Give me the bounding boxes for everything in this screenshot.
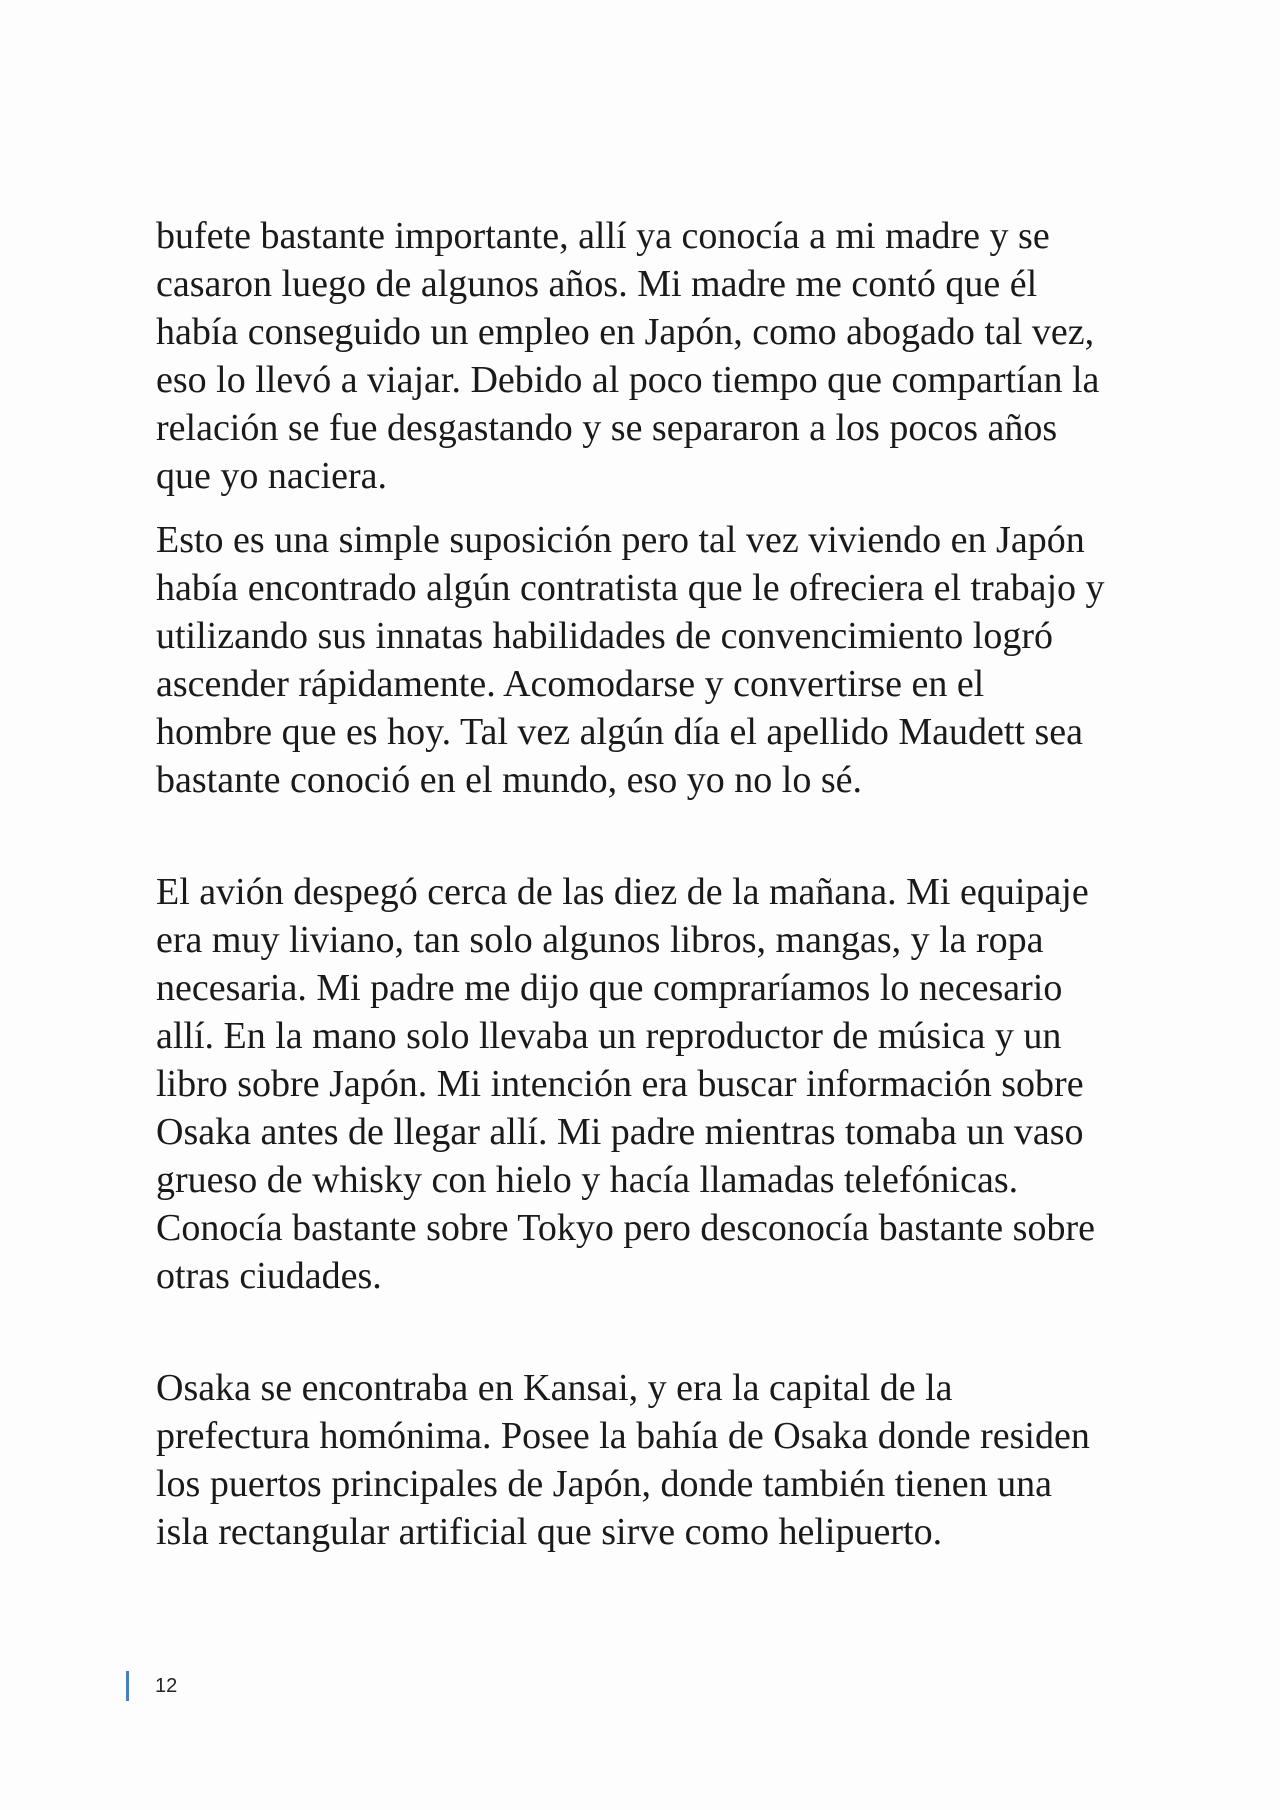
- text-line: bufete bastante importante, allí ya conocía a mi madre y se: [156, 215, 1050, 257]
- footer-rule: [126, 1671, 129, 1701]
- body-text: [156, 212, 1156, 1556]
- text-line: había encontrado algún contratista que le ofreciera el trabajo y: [156, 567, 1105, 609]
- text-line: otras ciudades.: [156, 1255, 382, 1297]
- text-line: había conseguido un empleo en Japón, como abogado tal vez,: [156, 311, 1095, 353]
- paragraph: [156, 212, 1156, 500]
- text-line: libro sobre Japón. Mi intención era buscar información sobre: [156, 1063, 1084, 1105]
- text-line: eso lo llevó a viajar. Debido al poco tiempo que compartían la: [156, 359, 1100, 401]
- text-line: ascender rápidamente. Acomodarse y convertirse en el: [156, 663, 985, 705]
- text-line: Conocía bastante sobre Tokyo pero desconocía bastante sobre: [156, 1207, 1095, 1249]
- text-line: Osaka se encontraba en Kansai, y era la capital de la: [156, 1367, 953, 1409]
- paragraph: [156, 868, 1156, 1300]
- text-line: allí. En la mano solo llevaba un reproductor de música y un: [156, 1015, 1062, 1057]
- text-line: El avión despegó cerca de las diez de la mañana. Mi equipaje: [156, 871, 1089, 913]
- text-line: hombre que es hoy. Tal vez algún día el apellido Maudett sea: [156, 711, 1083, 753]
- text-line: bastante conoció en el mundo, eso yo no lo sé.: [156, 759, 863, 801]
- page-number: 12: [155, 1674, 178, 1697]
- text-line: Osaka antes de llegar allí. Mi padre mientras tomaba un vaso: [156, 1111, 1084, 1153]
- text-line: relación se fue desgastando y se separaron a los pocos años: [156, 407, 1058, 449]
- text-line: utilizando sus innatas habilidades de convencimiento logró: [156, 615, 1054, 657]
- text-line: era muy liviano, tan solo algunos libros, mangas, y la ropa: [156, 919, 1044, 961]
- text-line: los puertos principales de Japón, donde también tienen una: [156, 1463, 1052, 1505]
- text-line: Esto es una simple suposición pero tal vez viviendo en Japón: [156, 519, 1085, 561]
- text-line: prefectura homónima. Posee la bahía de Osaka donde residen: [156, 1415, 1090, 1457]
- text-line: grueso de whisky con hielo y hacía llamadas telefónicas.: [156, 1159, 1019, 1201]
- text-line: casaron luego de algunos años. Mi madre me contó que él: [156, 263, 1038, 305]
- page-footer: [126, 1671, 177, 1701]
- text-line: isla rectangular artificial que sirve como helipuerto.: [156, 1511, 943, 1553]
- paragraph: [156, 516, 1156, 804]
- text-line: necesaria. Mi padre me dijo que compraríamos lo necesario: [156, 967, 1063, 1009]
- text-line: que yo naciera.: [156, 455, 388, 497]
- paragraph: [156, 1364, 1156, 1556]
